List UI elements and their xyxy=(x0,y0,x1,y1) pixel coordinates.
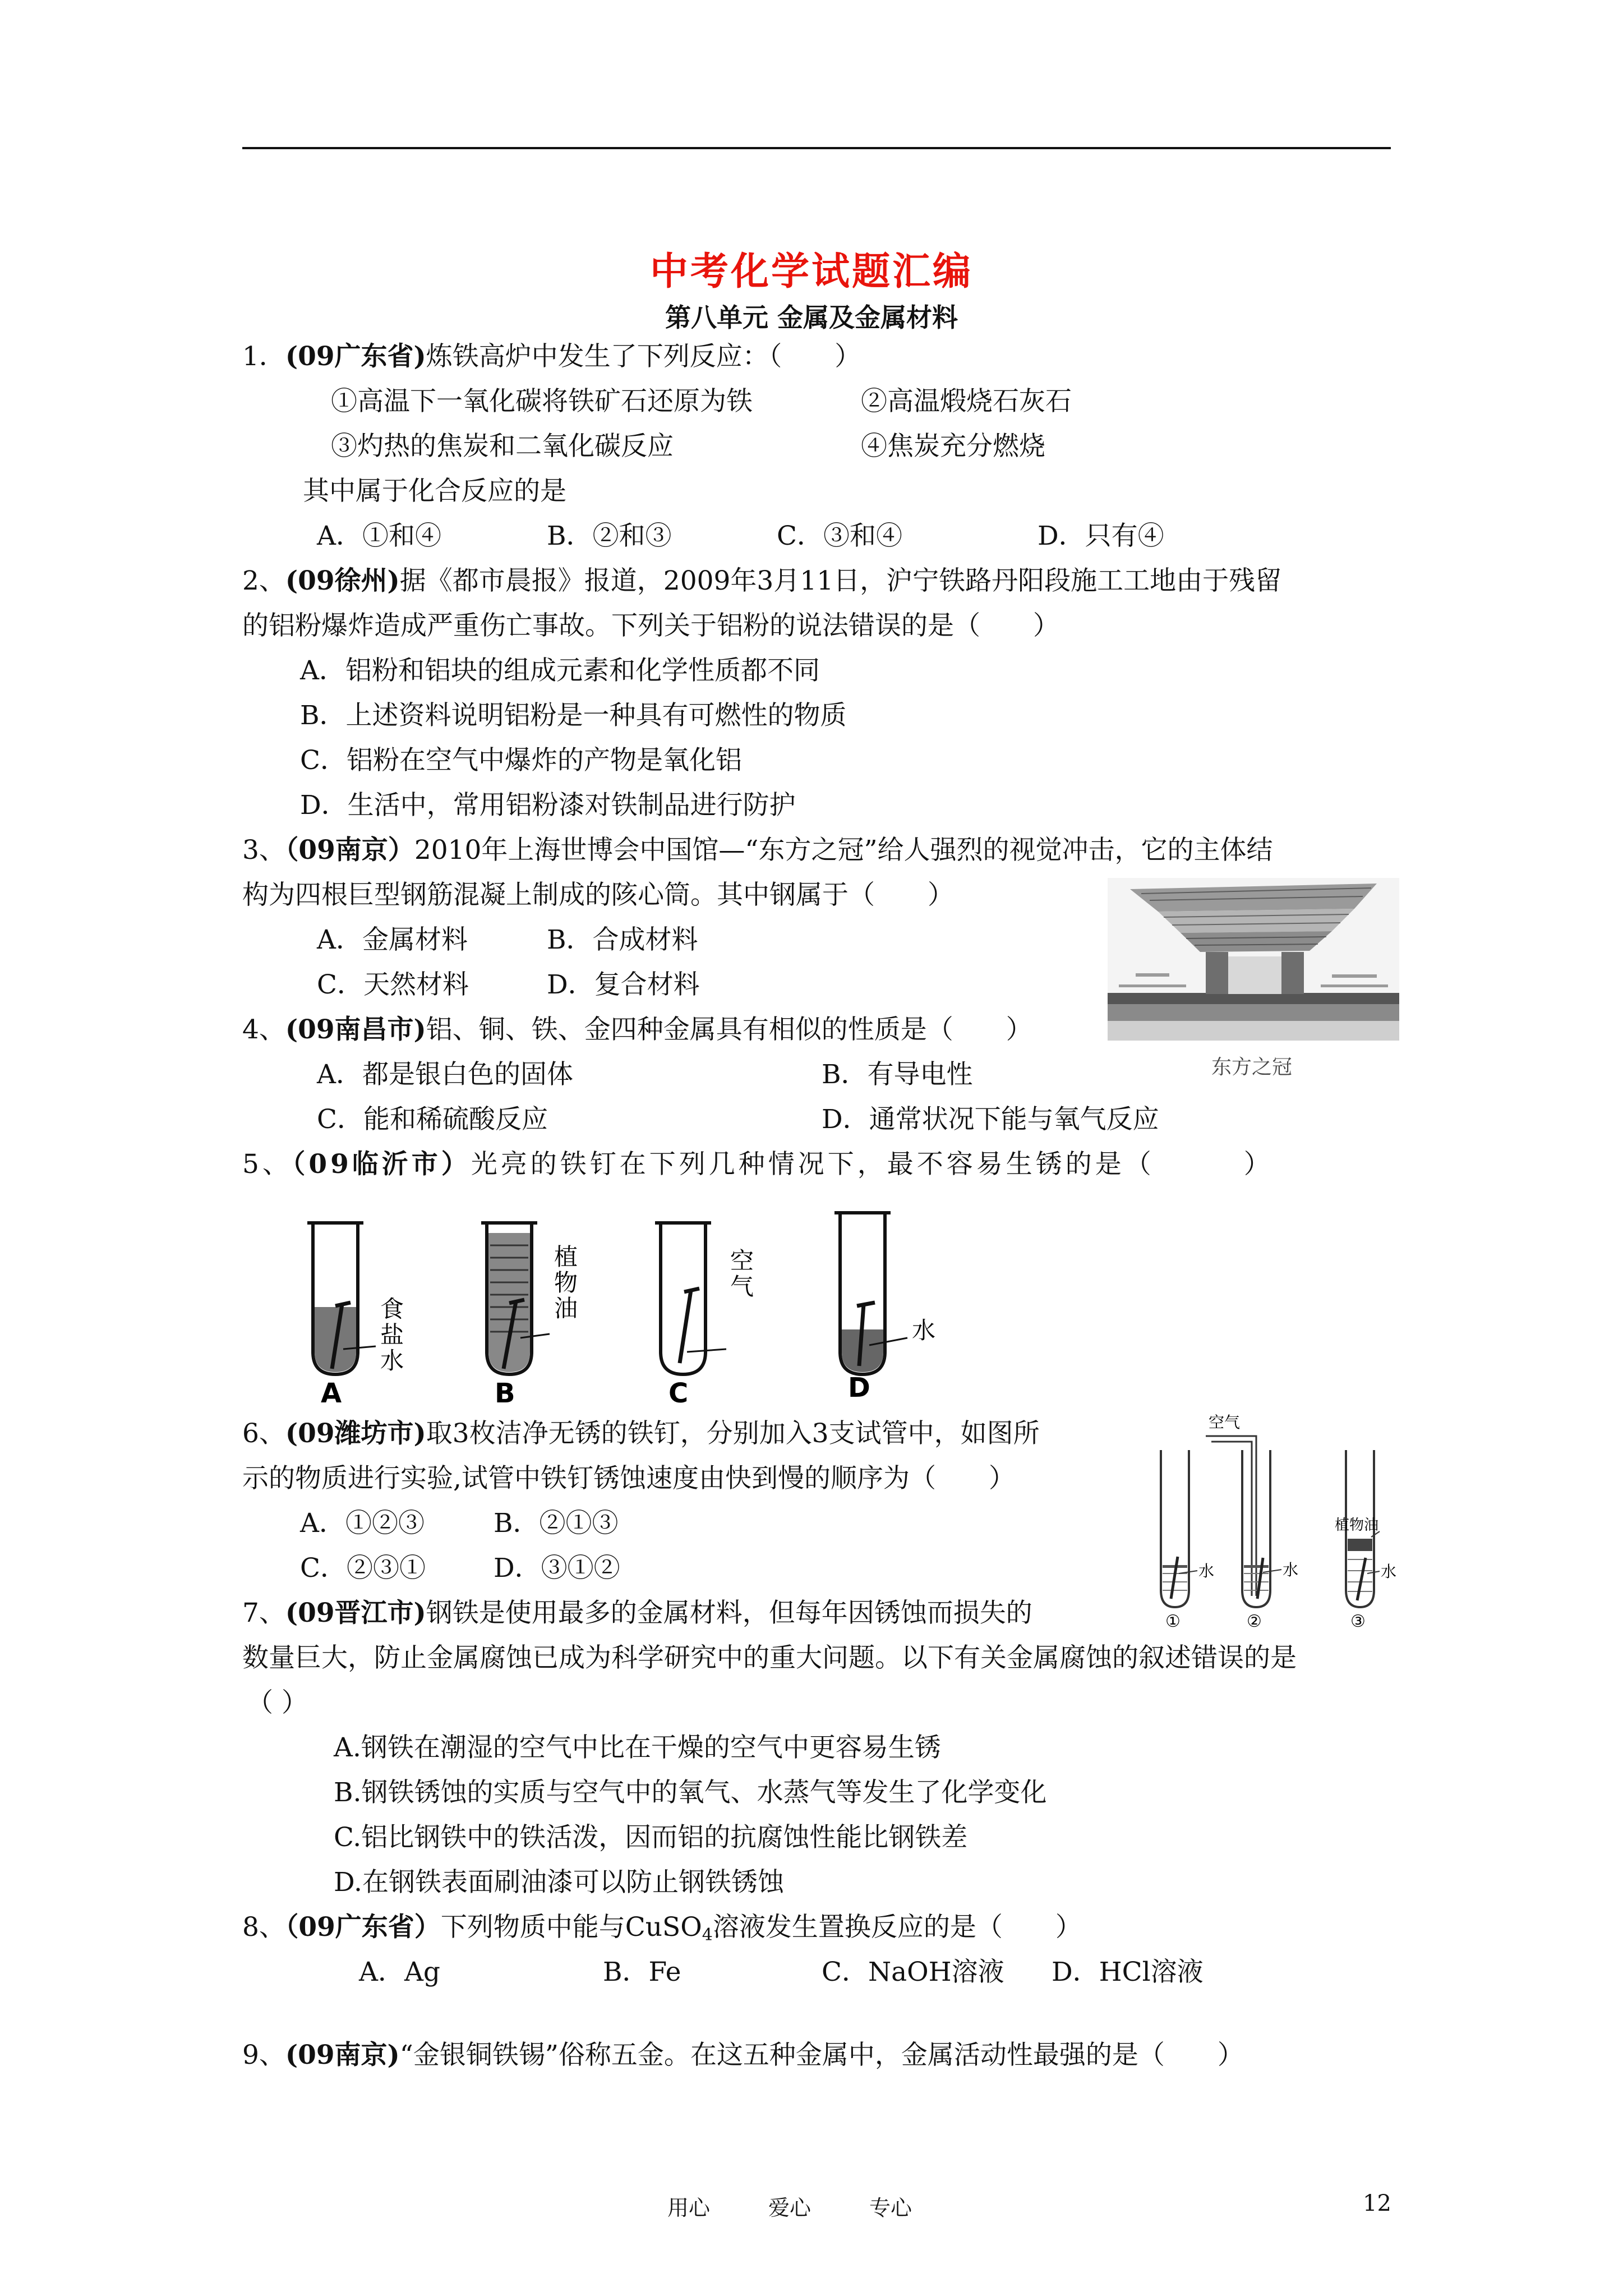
q4-option-a: A．都是银白色的固体 xyxy=(317,1059,573,1090)
q6-oil-label: 植物油 xyxy=(1335,1517,1379,1534)
q2-option-d: D．生活中，常用铝粉漆对铁制品进行防护 xyxy=(300,790,796,821)
unit-subtitle: 第八单元 金属及金属材料 xyxy=(665,302,958,333)
q5-tube-b-label-1: 植 xyxy=(554,1243,578,1271)
q5-tube-a-label-1: 食 xyxy=(380,1295,404,1323)
q5-tube-b-label-2: 物 xyxy=(554,1269,578,1296)
q1-reaction-2: ②高温煅烧石灰石 xyxy=(861,386,1072,417)
q6-stem-line1: 6、(09潍坊市)取3枚洁净无锈的铁钉，分别加入3支试管中，如图所 xyxy=(242,1418,1040,1449)
q3-option-b: B．合成材料 xyxy=(547,924,698,955)
q5-tube-a-letter: A xyxy=(321,1378,342,1408)
q5-tube-c-letter: C xyxy=(668,1378,689,1408)
q3-option-c: C．天然材料 xyxy=(317,969,469,1000)
q1-ask: 其中属于化合反应的是 xyxy=(303,476,566,507)
q6-rust-experiment-figure xyxy=(1144,1411,1402,1630)
q6-tube-2-number: ② xyxy=(1247,1612,1262,1630)
q8-stem: 8、（09广东省）下列物质中能与CuSO$_4$溶液发生置换反应的是（ ） xyxy=(242,1912,1082,1945)
q8-option-b: B．Fe xyxy=(603,1957,681,1987)
q2-stem-line2: 的铝粉爆炸造成严重伤亡事故。下列关于铝粉的说法错误的是（ ） xyxy=(242,610,1059,641)
q6-stem-line2: 示的物质进行实验,试管中铁钉锈蚀速度由快到慢的顺序为（ ） xyxy=(242,1463,1015,1494)
q5-tube-c xyxy=(655,1223,754,1408)
q1-reaction-4: ④焦炭充分燃烧 xyxy=(861,431,1045,462)
q2-stem-line1: 2、(09徐州)据《都市晨报》报道，2009年3月11日，沪宁铁路丹阳段施工工地由于残留 xyxy=(242,565,1282,596)
q5-tube-a xyxy=(307,1223,404,1408)
q6-option-d: D．③①② xyxy=(494,1553,620,1584)
q5-tube-b xyxy=(481,1223,578,1408)
q6-option-a: A．①②③ xyxy=(300,1508,425,1539)
q7-stem-line1: 7、(09晋江市)钢铁是使用最多的金属材料，但每年因锈蚀而损失的 xyxy=(242,1598,1032,1628)
page-number: 12 xyxy=(1363,2191,1391,2216)
q7-option-d: D.在钢铁表面刷油漆可以防止钢铁锈蚀 xyxy=(334,1867,784,1898)
q7-stem-line3: （ ） xyxy=(247,1687,308,1718)
q6-water-label-2: 水 xyxy=(1283,1561,1299,1579)
q6-option-b: B．②①③ xyxy=(494,1508,619,1539)
q3-stem-line2: 构为四根巨型钢筋混凝上制成的陔心筒。其中钢属于（ ） xyxy=(242,880,954,910)
q5-tube-c-label-2: 气 xyxy=(730,1273,754,1300)
q5-tube-a-label-3: 水 xyxy=(380,1347,404,1374)
q5-tube-b-letter: B xyxy=(495,1378,515,1408)
footer-word-2: 爱心 xyxy=(768,2196,811,2220)
q4-option-b: B．有导电性 xyxy=(822,1059,973,1090)
q6-tube-3-number: ③ xyxy=(1350,1612,1366,1630)
q6-option-c: C．②③① xyxy=(300,1553,426,1584)
q3-stem-line1: 3、（09南京）2010年上海世博会中国馆—“东方之冠”给人强烈的视觉冲击，它的主体结 xyxy=(242,835,1273,866)
q5-tube-d xyxy=(834,1213,935,1404)
q1-option-a: A．①和④ xyxy=(317,521,441,551)
q7-option-a: A.钢铁在潮湿的空气中比在干燥的空气中更容易生锈 xyxy=(334,1732,941,1763)
footer-word-1: 用心 xyxy=(667,2196,711,2220)
q1-option-c: C．③和④ xyxy=(777,521,902,551)
q5-tube-b-label-3: 油 xyxy=(554,1295,578,1322)
q7-option-b: B.钢铁锈蚀的实质与空气中的氧气、水蒸气等发生了化学变化 xyxy=(334,1777,1047,1808)
q1-reaction-1: ①高温下一氧化碳将铁矿石还原为铁 xyxy=(331,386,753,417)
q3-option-a: A．金属材料 xyxy=(317,924,468,955)
china-pavilion-image xyxy=(1108,878,1399,1041)
q5-stem: 5、（09临沂市）光亮的铁钉在下列几种情况下，最不容易生锈的是（ ） xyxy=(242,1149,1274,1180)
q5-test-tubes-figure xyxy=(280,1206,1009,1408)
q1-option-d: D．只有④ xyxy=(1038,521,1164,551)
page-title: 中考化学试题汇编 xyxy=(649,249,973,294)
q6-water-label-1: 水 xyxy=(1198,1562,1215,1580)
q5-tube-a-label-2: 盐 xyxy=(380,1321,404,1349)
pavilion-caption: 东方之冠 xyxy=(1211,1056,1293,1079)
q5-tube-c-label-1: 空 xyxy=(730,1247,754,1274)
q2-option-a: A．铝粉和铝块的组成元素和化学性质都不同 xyxy=(300,655,820,686)
q3-option-d: D．复合材料 xyxy=(547,969,700,1000)
q6-water-label-3: 水 xyxy=(1381,1562,1397,1581)
q7-stem-line2: 数量巨大，防止金属腐蚀已成为科学研究中的重大问题。以下有关金属腐蚀的叙述错误的是 xyxy=(242,1642,1297,1673)
q4-stem: 4、(09南昌市)铝、铜、铁、金四种金属具有相似的性质是（ ） xyxy=(242,1014,1032,1045)
footer-word-3: 专心 xyxy=(869,2196,912,2220)
q2-option-c: C．铝粉在空气中爆炸的产物是氧化铝 xyxy=(300,745,742,776)
q4-option-d: D．通常状况下能与氧气反应 xyxy=(822,1104,1159,1135)
q6-tube-1-number: ① xyxy=(1165,1612,1181,1630)
q1-reaction-3: ③灼热的焦炭和二氧化碳反应 xyxy=(331,431,674,462)
q1-stem: 1．(09广东省)炼铁高炉中发生了下列反应：（ ） xyxy=(242,341,861,372)
q8-option-a: A．Ag xyxy=(359,1957,440,1987)
q8-option-c: C．NaOH溶液 xyxy=(822,1957,1004,1987)
q1-option-b: B．②和③ xyxy=(547,521,672,551)
q6-air-label: 空气 xyxy=(1209,1413,1241,1432)
q7-option-c: C.铝比钢铁中的铁活泼，因而铝的抗腐蚀性能比钢铁差 xyxy=(334,1822,968,1853)
q2-option-b: B．上述资料说明铝粉是一种具有可燃性的物质 xyxy=(300,700,847,731)
q4-option-c: C．能和稀硫酸反应 xyxy=(317,1104,548,1135)
q8-option-d: D．HCl溶液 xyxy=(1052,1957,1204,1987)
q5-tube-d-letter: D xyxy=(848,1372,870,1404)
q5-tube-d-label-1: 水 xyxy=(912,1317,936,1344)
header-rule xyxy=(242,147,1391,149)
q9-stem: 9、(09南京)“金银铜铁锡”俗称五金。在这五种金属中，金属活动性最强的是（ ） xyxy=(242,2040,1244,2070)
